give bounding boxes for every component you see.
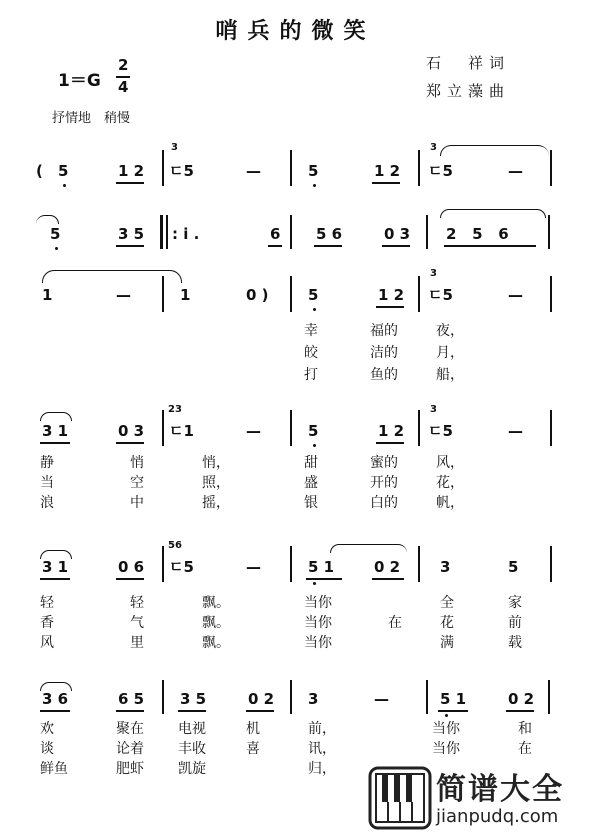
note: ㄷ5 [428,286,453,304]
watermark-logo [366,764,591,834]
barline [162,276,164,312]
underline [116,710,144,712]
lyric: 幸 [304,323,318,339]
lyric: 月， [436,345,464,361]
barline [550,410,552,446]
grace-note: 3 [171,142,178,153]
note: 5 [508,558,519,576]
lyric: 前， [308,721,336,737]
note: 2 5 6 [446,225,509,243]
lyric: 论着 [116,741,144,757]
lyricist-credit: 石 祥词 [426,54,511,72]
note: — [508,286,523,304]
barline [426,680,428,714]
barline [550,150,552,186]
low-octave-dot [55,247,58,250]
barline [290,410,292,446]
barline [290,276,292,312]
lyric: 轻 [40,595,54,611]
lyric: 在 [518,741,532,757]
low-octave-dot [313,308,316,311]
note: 1 [180,286,191,304]
note: 5 6 [316,225,343,243]
underline [376,442,404,444]
lyric: 机 [246,721,260,737]
slur [40,412,72,421]
note: ㄷ5 [169,162,194,180]
lyric: 讯， [308,741,336,757]
lyric: 丰收 [178,741,206,757]
lyric: 中 [130,495,144,511]
watermark-text: 简谱大全 [436,772,564,807]
underline [506,710,534,712]
note: — [116,286,131,304]
lyric: 打 [304,367,318,383]
lyric: 前 [508,615,522,631]
lyric: 气 [130,615,144,631]
grace-note: 56 [168,540,182,551]
note: 1 [42,286,53,304]
expression-mark: 抒情地 稍慢 [52,111,131,126]
lyric: 载 [508,635,522,651]
note: 5 [308,162,319,180]
lyric: 里 [130,635,144,651]
underline [40,578,70,580]
underline [376,306,404,308]
watermark-url: jianpudq.com [436,806,559,827]
underline [306,578,342,580]
note: ( [36,162,43,180]
note: 3 5 [180,690,207,708]
note: — [508,162,523,180]
barline [162,150,164,186]
lyric: 飘。 [202,615,230,631]
note: 3 [308,690,319,708]
lyric: 鲜鱼 [40,761,68,777]
note: ㄷ5 [428,162,453,180]
note: 5 1 [440,690,467,708]
note: 5 [308,286,319,304]
note: 3 6 [42,690,69,708]
lyric: 轻 [130,595,144,611]
lyric: 甜 [304,455,318,471]
tie [330,544,407,553]
key-signature: 1＝G [58,71,101,91]
tie [36,215,59,224]
lyric: 蜜的 [370,455,398,471]
note: — [246,162,261,180]
barline [290,546,292,582]
low-octave-dot [63,184,66,187]
barline [418,546,420,582]
low-octave-dot [313,582,316,585]
lyric: 银 [304,495,318,511]
note: — [508,422,523,440]
lyric: 飘。 [202,595,230,611]
lyric: 欢 [40,721,54,737]
lyric: 当你 [304,595,332,611]
note: 5 [50,225,61,243]
underline [372,182,400,184]
note: 1 2 [378,422,405,440]
song-title: 哨兵的微笑 [215,18,376,44]
underline [268,245,282,247]
underline [116,182,144,184]
lyric: 当 [40,475,54,491]
time-signature-top: 2 [118,56,129,74]
low-octave-dot [313,444,316,447]
note: 5 [308,422,319,440]
note: 6 5 [118,690,145,708]
low-octave-dot [313,184,316,187]
underline [372,578,404,580]
lyric: 当你 [304,615,332,631]
grace-note: 3 [430,268,437,279]
lyric: 当你 [432,741,460,757]
underline [314,245,342,247]
lyric: 浪 [40,495,54,511]
slur [42,270,182,283]
barline [550,546,552,582]
underline [246,710,274,712]
lyric: 全 [440,595,454,611]
lyric: 帆， [436,495,464,511]
note: 3 5 [118,225,145,243]
note: : i . [172,225,200,243]
underline [40,442,70,444]
lyric: 开的 [370,475,398,491]
lyric: 肥虾 [116,761,144,777]
repeat-barline [160,215,163,249]
underline [382,245,410,247]
underline [116,442,144,444]
barline [418,276,420,312]
lyric: 和 [518,721,532,737]
grace-note: 3 [430,404,437,415]
note: 0 3 [384,225,411,243]
lyric: 悄 [130,455,144,471]
lyric: 家 [508,595,522,611]
lyric: 谈 [40,741,54,757]
lyric: 电视 [178,721,206,737]
lyric: 悄， [202,455,230,471]
lyric: 静 [40,455,54,471]
tie [440,145,549,156]
lyric: 花， [436,475,464,491]
note: ㄷ5 [169,558,194,576]
note: 5 [58,162,69,180]
lyric: 皎 [304,345,318,361]
lyric: 凯旋 [178,761,206,777]
note: 3 1 [42,558,69,576]
lyric: 当你 [432,721,460,737]
barline [426,215,428,249]
note: 0 2 [374,558,401,576]
lyric: 香 [40,615,54,631]
lyric: 白的 [370,495,398,511]
lyric: 聚在 [116,721,144,737]
note: 3 [440,558,451,576]
underline [116,578,144,580]
barline [290,215,292,249]
underline [116,245,144,247]
underline [438,710,468,712]
barline [418,410,420,446]
lyric: 照， [202,475,230,491]
grace-note: 23 [168,404,182,415]
lyric: 花 [440,615,454,631]
note: 5 1 [308,558,335,576]
note: 6 [270,225,281,243]
lyric: 盛 [304,475,318,491]
underline [40,710,70,712]
note: ㄷ5 [428,422,453,440]
note: 1 2 [374,162,401,180]
note: 1 2 [118,162,145,180]
note: 0 2 [508,690,535,708]
note: 1 2 [378,286,405,304]
note: — [246,422,261,440]
lyric: 风 [40,635,54,651]
lyric: 福的 [370,323,398,339]
note: — [246,558,261,576]
lyric: 当你 [304,635,332,651]
barline [548,215,550,249]
note: 0 6 [118,558,145,576]
note: 0 2 [248,690,275,708]
underline [178,710,206,712]
lyric: 在 [388,615,402,631]
lyric: 鱼的 [370,367,398,383]
note: — [374,690,389,708]
barline [162,410,164,446]
piano-keys-icon [368,766,432,830]
low-octave-dot [445,714,448,717]
barline [548,680,550,714]
lyric: 归， [308,761,336,777]
underline [444,245,536,247]
barline [290,150,292,186]
composer-credit: 郑立藻曲 [426,82,511,100]
lyric: 满 [440,635,454,651]
slur [440,209,546,218]
barline [162,546,164,582]
note: 0 ) [246,286,269,304]
lyric: 喜 [246,741,260,757]
repeat-barline [166,215,168,249]
lyric: 洁的 [370,345,398,361]
barline [162,680,164,714]
time-signature-bottom: 4 [118,78,129,96]
barline [418,150,420,186]
grace-note: 3 [430,142,437,153]
barline [290,680,292,714]
lyric: 船， [436,367,464,383]
note: ㄷ1 [169,422,194,440]
lyric: 夜， [436,323,464,339]
lyric: 摇， [202,495,230,511]
barline [550,276,552,312]
lyric: 空 [130,475,144,491]
lyric: 风， [436,455,464,471]
note: 0 3 [118,422,145,440]
lyric: 飘。 [202,635,230,651]
note: 3 1 [42,422,69,440]
